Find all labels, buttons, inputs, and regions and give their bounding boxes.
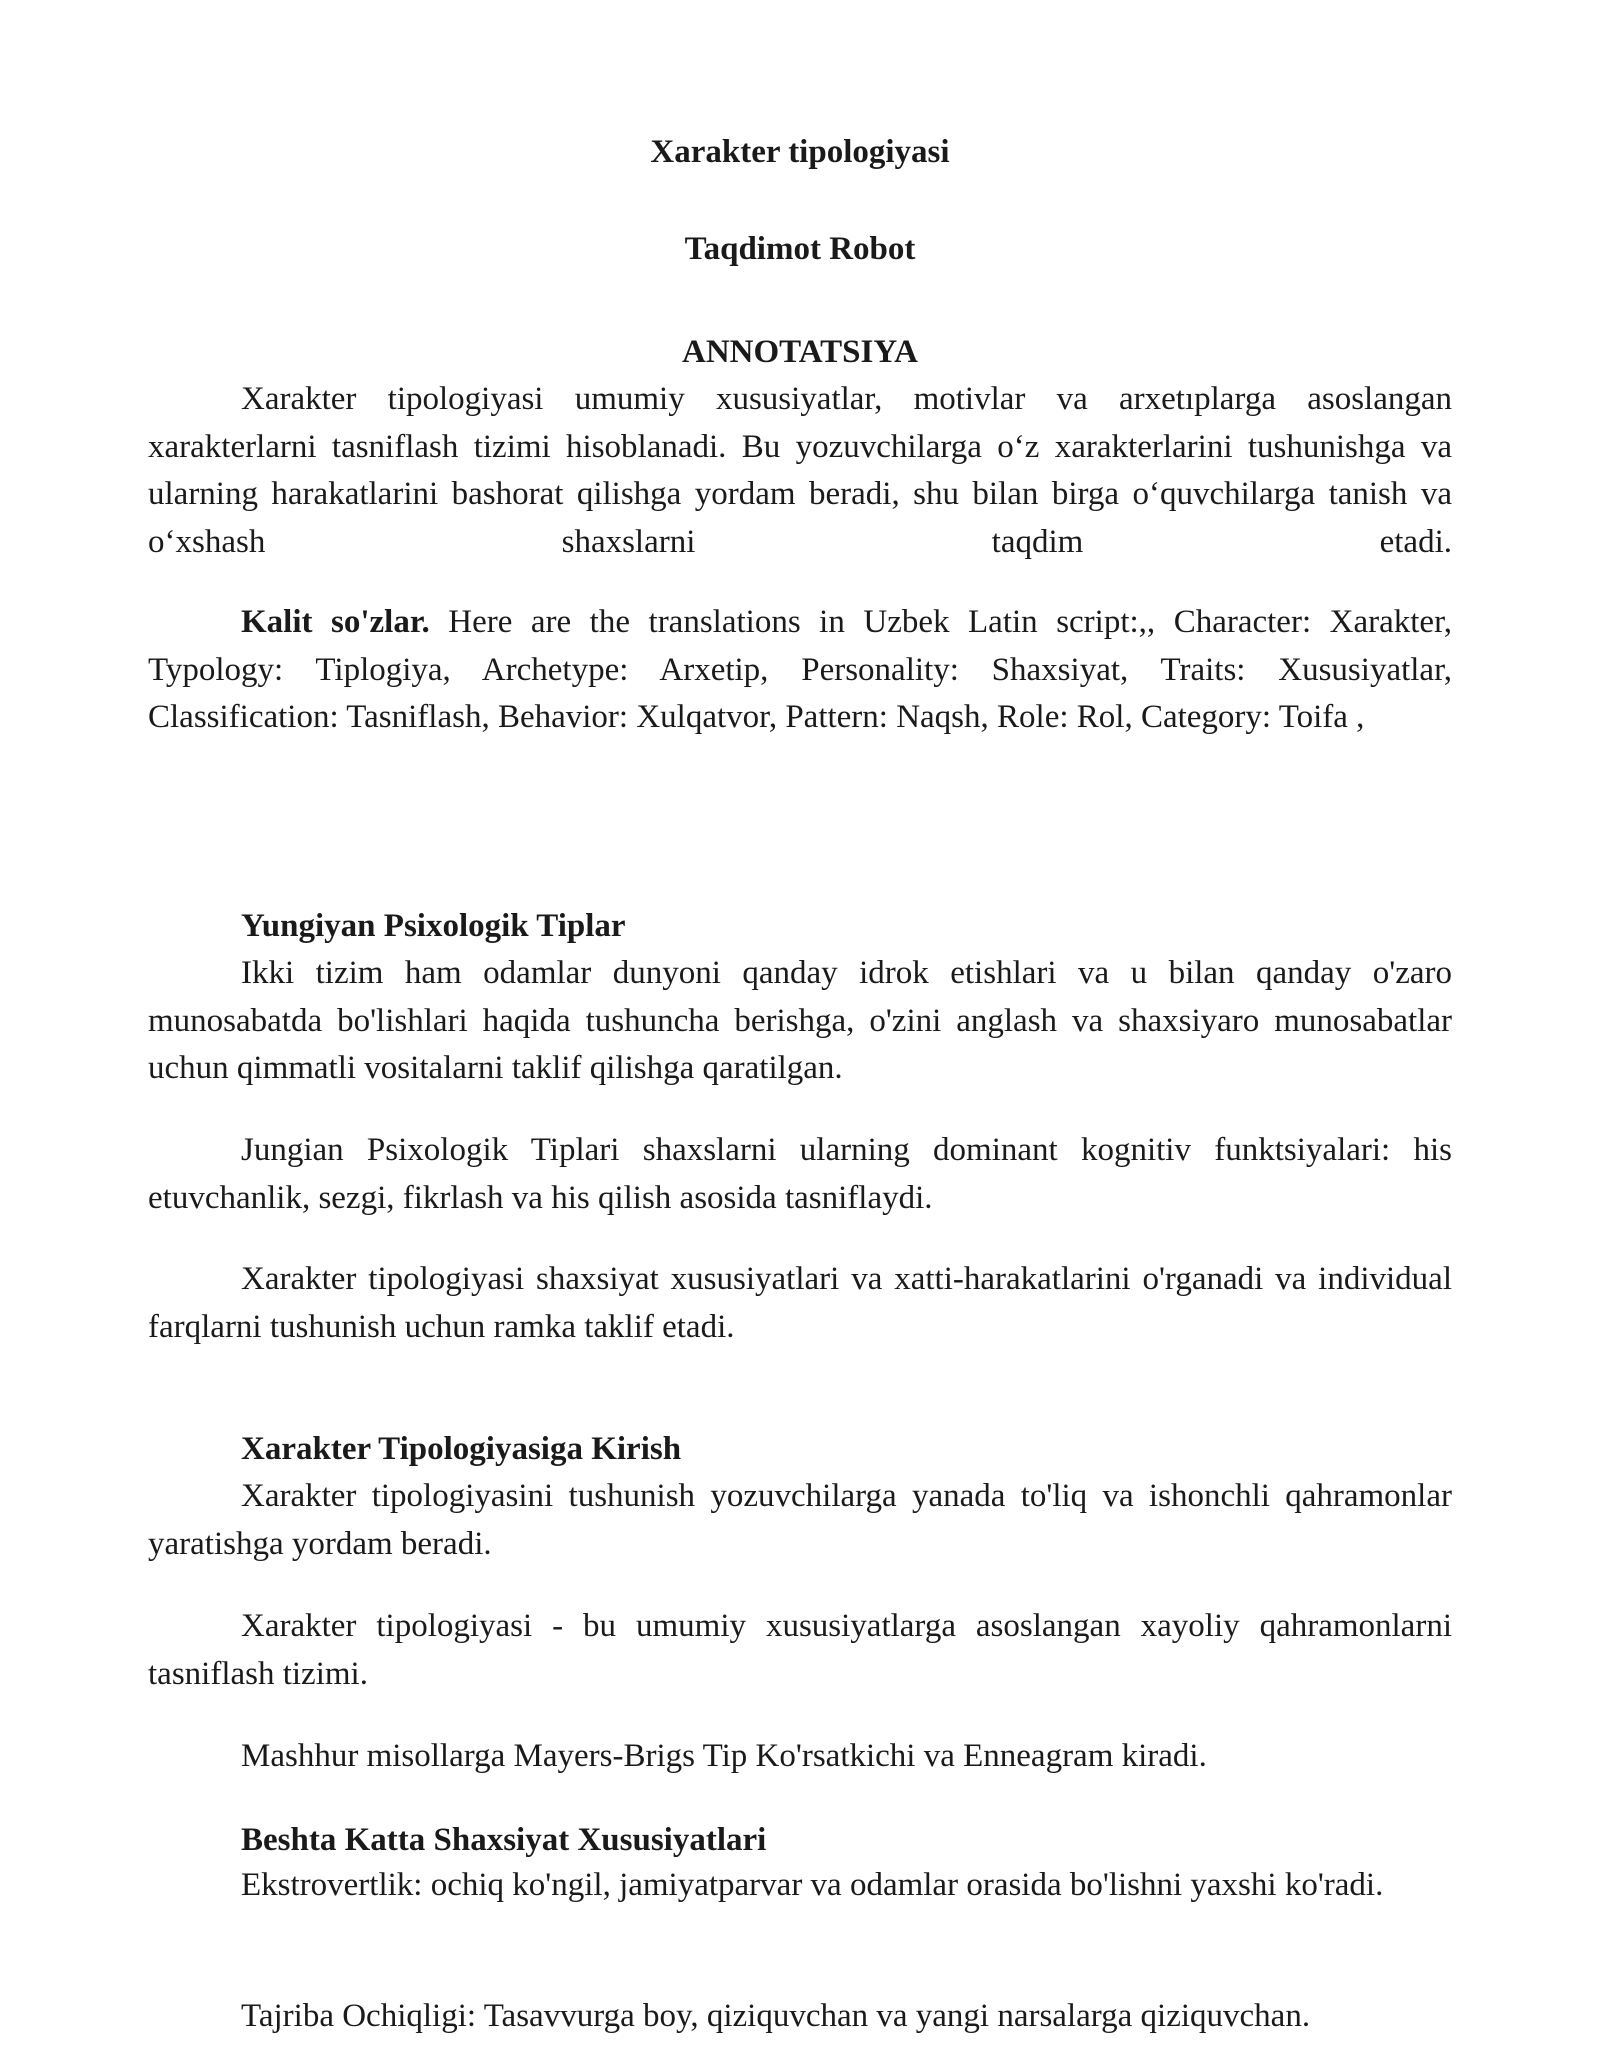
section-paragraph: Ekstrovertlik: ochiq ko'ngil, jamiyatparvar va odamlar orasida bo'lishni yaxshi ko'radi. [241,1867,1384,1903]
section-paragraph: Xarakter tipologiyasi - bu umumiy xususiyatlarga asoslangan xayoliy qahramonlarni tasniflash tizimi. [148,1608,1452,1692]
annotation-text: Xarakter tipologiyasi umumiy xususiyatlar, motivlar va arxetıplarga asoslangan xarakterlarni tasniflash tizimi hisoblanadi. Bu yozuvchilarga o‘z xarakterlarini tushunishga va ularning harakatlarini bashorat qilishga yordam beradi, shu bilan birga o‘quvchilarga tanish va o‘xshash shaxslarni taqdim etadi. [148,381,1452,560]
keywords-paragraph [148,599,1452,742]
document-title: Xarakter tipologiyasi [650,134,950,170]
section-paragraph: Ikki tizim ham odamlar dunyoni qanday idrok etishlari va u bilan qanday o'zaro munosabatda bo'lishlari haqida tushuncha berishga, o'zini anglash va shaxsiyaro munosabatlar uchun qimmatli vositalarni taklif qilishga qaratilgan. [148,955,1452,1086]
section-heading: Xarakter Tipologiyasiga Kirish [241,1431,682,1467]
keywords-text: Here are the translations in Uzbek Latin script:,, Character: Xarakter, Typology: Tiplogiya, Archetype: Arxetip, Personality: Shaxsiyat, Traits: Xususiyatlar, Classification: Tasniflash, Behavior: Xulqatvor, Pattern: Naqsh, Role: Rol, Category: Toifa , [148,604,1452,735]
section-paragraph: Mashhur misollarga Mayers-Brigs Tip Ko'rsatkichi va Enneagram kiradi. [241,1738,1207,1774]
section-heading: Beshta Katta Shaxsiyat Xususiyatlari [241,1822,767,1858]
keywords-label: Kalit so'zlar. [241,604,430,640]
section-heading: Yungiyan Psixologik Tiplar [241,908,626,944]
section-paragraph: Xarakter tipologiyasi shaxsiyat xususiyatlari va xatti-harakatlarini o'rganadi va individual farqlarni tushunish uchun ramka taklif etadi. [148,1261,1452,1345]
annotation-heading: ANNOTATSIYA [682,334,918,370]
section-paragraph: Xarakter tipologiyasini tushunish yozuvchilarga yanada to'liq va ishonchli qahramonlar yaratishga yordam beradi. [148,1478,1452,1562]
document-author: Taqdimot Robot [684,231,916,267]
section-paragraph: Jungian Psixologik Tiplari shaxslarni ularning dominant kognitiv funktsiyalari: his etuvchanlik, sezgi, fikrlash va his qilish asosida tasniflaydi. [148,1132,1452,1216]
section-paragraph: Tajriba Ochiqligi: Tasavvurga boy, qiziquvchan va yangi narsalarga qiziquvchan. [241,1998,1311,2034]
